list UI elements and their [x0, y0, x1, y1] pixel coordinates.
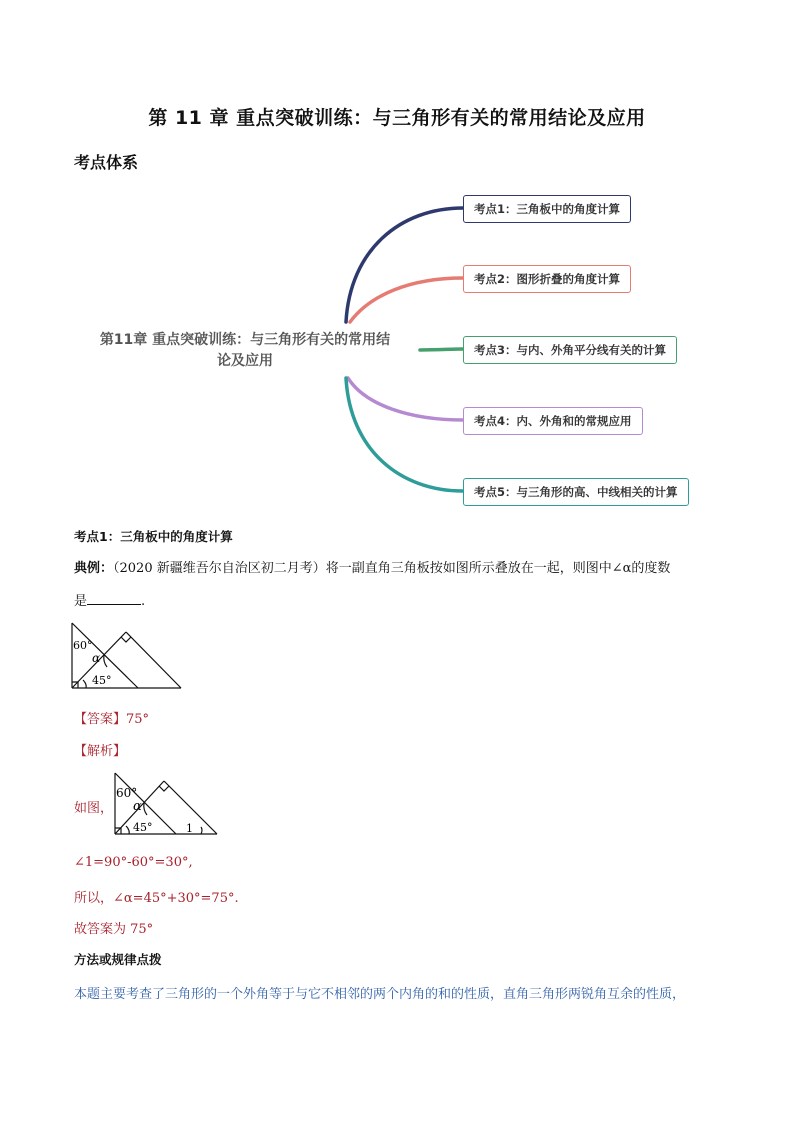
mindmap-node-1: 考点1：三角板中的角度计算 [463, 195, 631, 223]
answer-blank [87, 592, 141, 605]
central-line-1: 第11章 重点突破训练：与三角形有关的常用结 [99, 332, 391, 348]
step-3: 故答案为 75° [74, 922, 154, 937]
fig1-angle-45: 45° [92, 674, 112, 687]
mindmap-node-4: 考点4：内、外角和的常规应用 [463, 407, 643, 435]
mindmap-node-2: 考点2：图形折叠的角度计算 [463, 265, 631, 293]
example-label: 典例： [74, 561, 114, 576]
fig2-angle-60: 60° [116, 786, 138, 800]
analysis-ruhe: 如图， [74, 801, 114, 816]
kp1-heading: 考点1：三角板中的角度计算 [74, 529, 233, 544]
example-line-2: 是 . [74, 594, 146, 609]
connector-4 [348, 378, 463, 420]
figure-triangles-2 [112, 770, 222, 838]
mindmap-connectors [0, 0, 794, 560]
page-title: 第 11 章 重点突破训练：与三角形有关的常用结论及应用 [148, 107, 646, 129]
fig1-alpha: α [92, 651, 101, 665]
example-text: （2020 新疆维吾尔自治区初二月考）将一副直角三角板按如图所示叠放在一起，则图中∠α的度数 [113, 561, 671, 576]
fig1-angle-60: 60° [73, 639, 93, 652]
mindmap-node-5: 考点5：与三角形的高、中线相关的计算 [463, 478, 689, 506]
fig2-alpha: α [133, 799, 142, 814]
connector-3 [420, 349, 463, 350]
mindmap-node-3: 考点3：与内、外角平分线有关的计算 [463, 336, 677, 364]
mindmap-central-topic [80, 330, 410, 372]
step-2: 所以，∠α=45°+30°=75°. [74, 891, 239, 906]
connector-1 [346, 208, 463, 322]
analysis-label: 【解析】 [74, 744, 127, 759]
figure-triangles-1 [70, 620, 185, 692]
method-text: 本题主要考查了三角形的一个外角等于与它不相邻的两个内角的和的性质，直角三角形两锐角互余的性质， [74, 987, 686, 1002]
fig2-angle-1: 1 [186, 822, 193, 835]
example-line-1 [74, 557, 670, 576]
fig2-angle-45: 45° [133, 821, 153, 834]
method-heading: 方法或规律点拨 [74, 952, 162, 967]
step-1: ∠1=90°-60°=30°, [74, 855, 193, 870]
section-heading: 考点体系 [74, 153, 139, 172]
central-line-2: 论及应用 [217, 353, 273, 369]
connector-2 [350, 278, 463, 322]
answer: 【答案】75° [74, 712, 150, 727]
